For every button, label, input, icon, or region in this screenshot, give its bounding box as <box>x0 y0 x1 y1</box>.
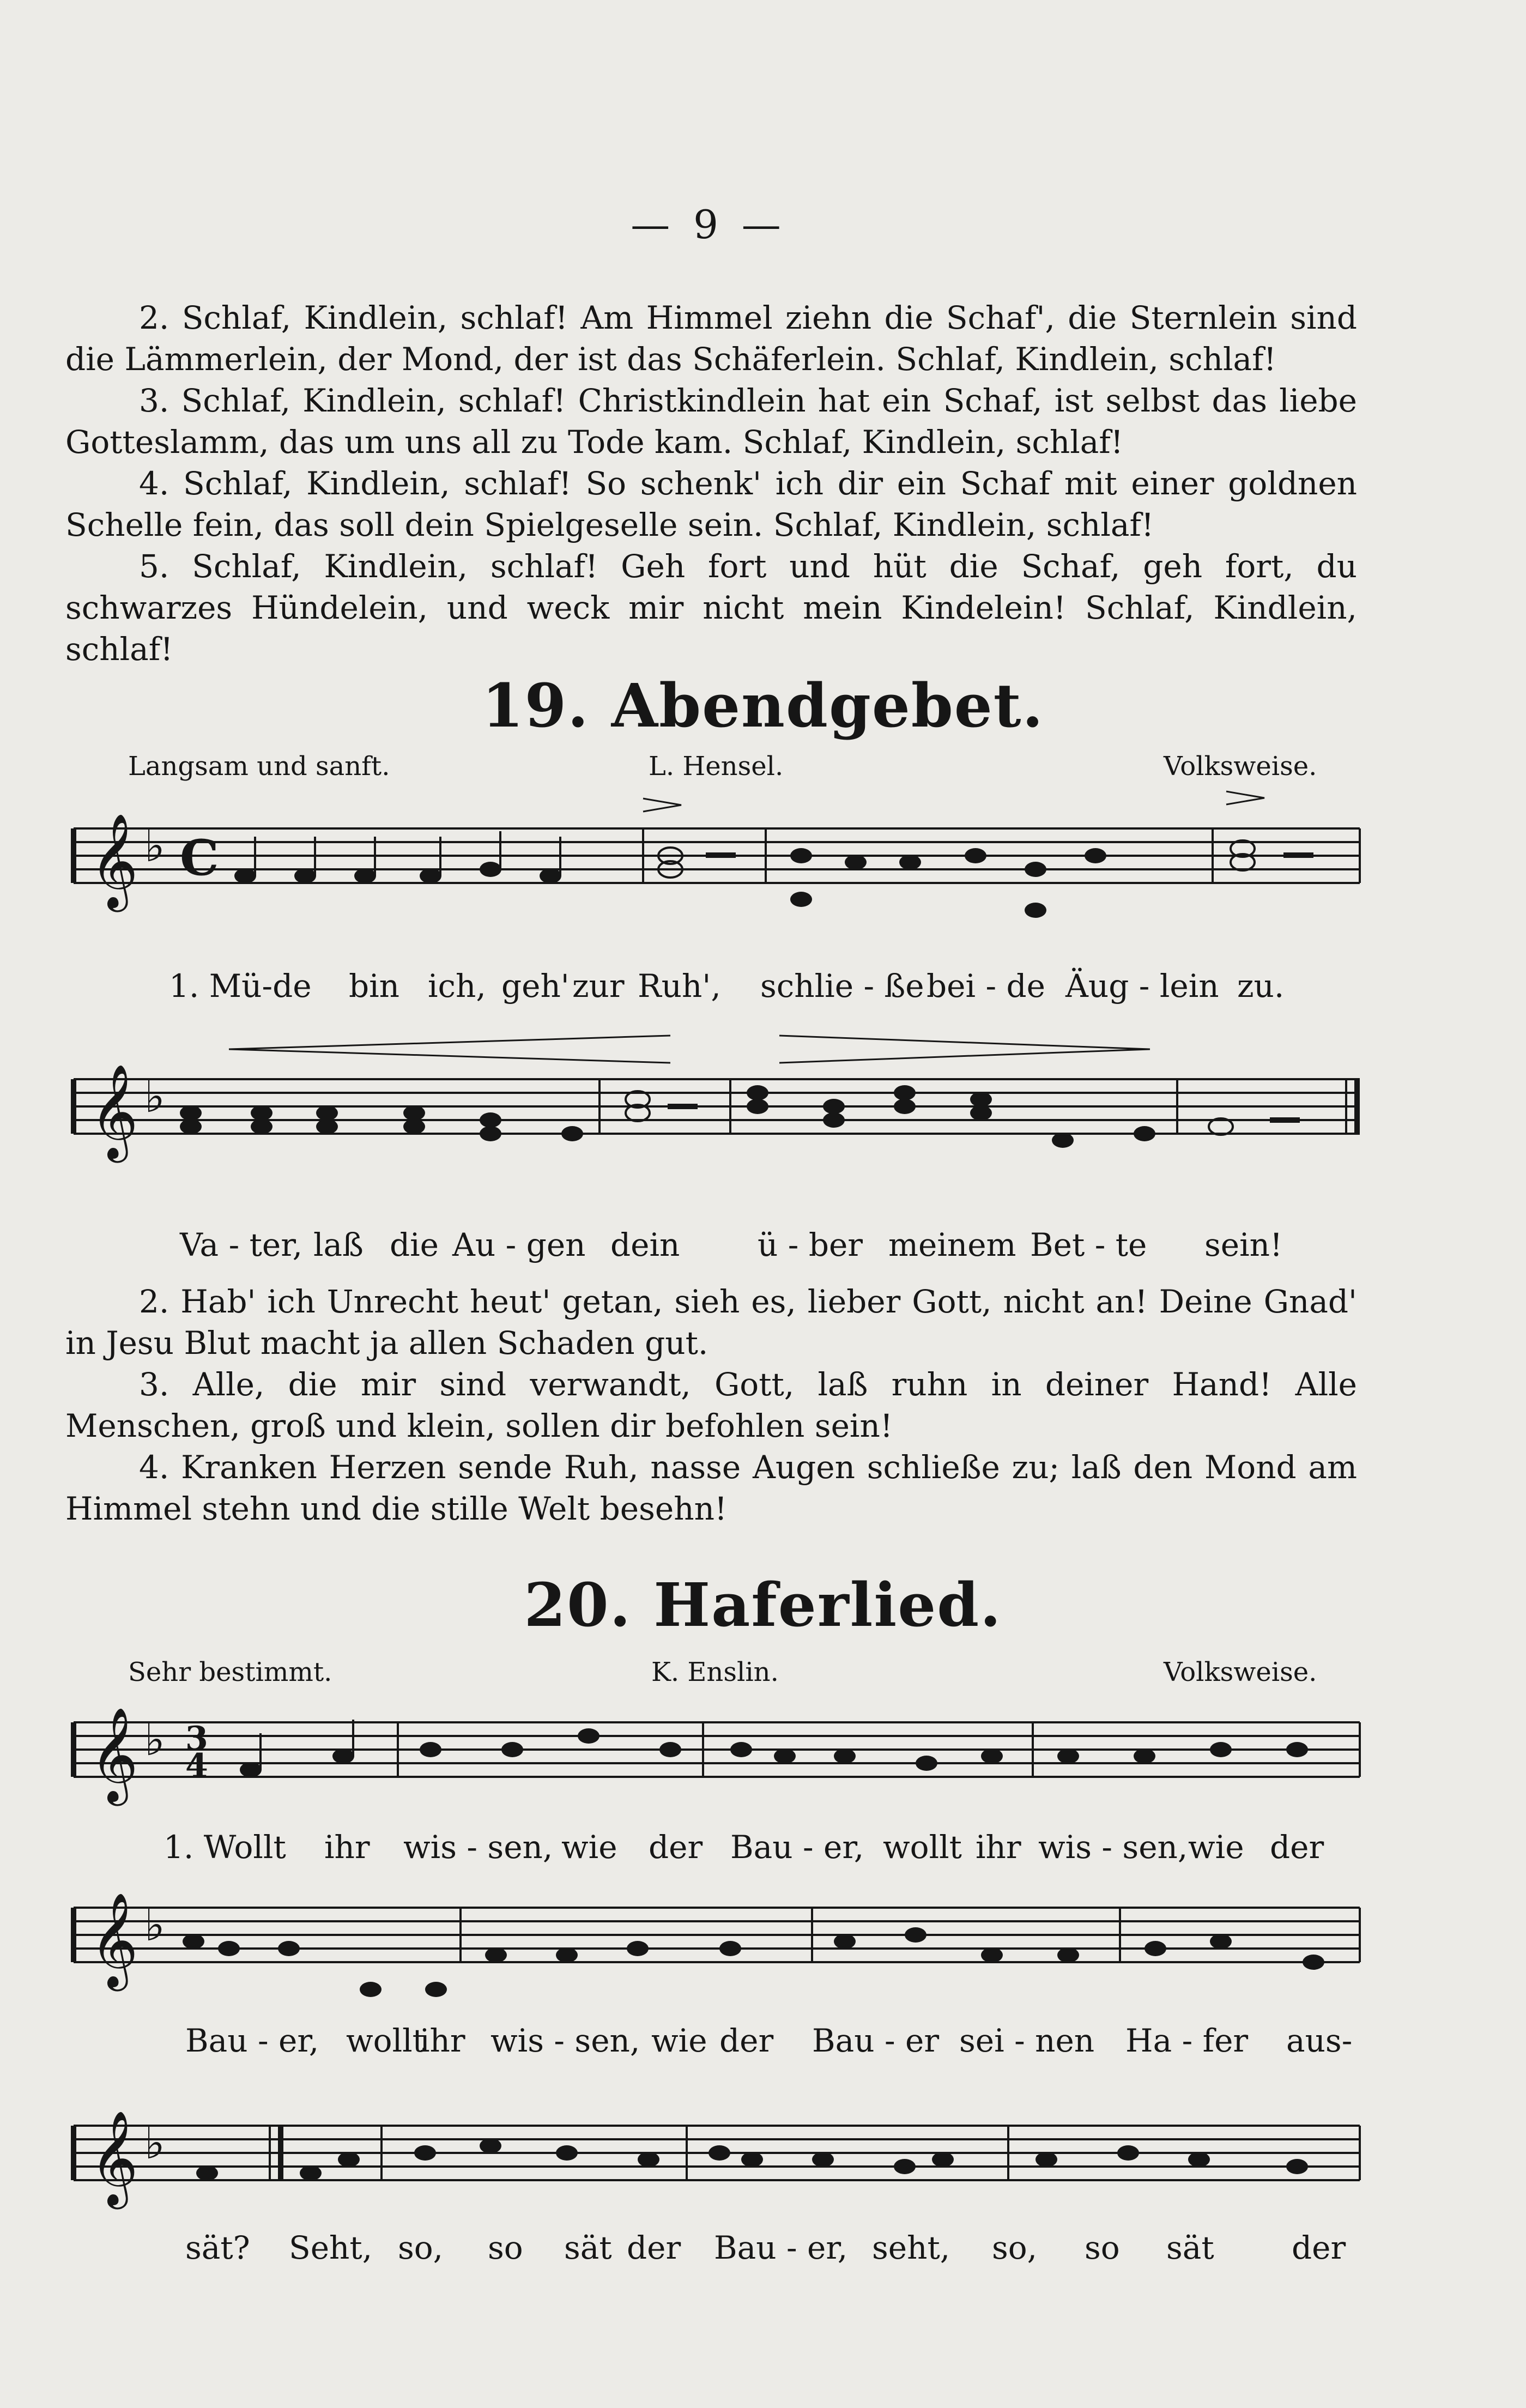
flat-icon: ♭ <box>144 1072 165 1122</box>
treble-clef-icon: 𝄞 <box>90 813 138 908</box>
syllable: ihr <box>976 1829 1021 1866</box>
flat-icon: ♭ <box>144 2118 165 2169</box>
syllable: aus- <box>1286 2022 1353 2059</box>
syllable: seht, <box>872 2229 950 2266</box>
syllable: der <box>627 2229 681 2266</box>
music-staff <box>0 785 1526 965</box>
syllable: sei - nen <box>959 2022 1095 2059</box>
poet-credit: K. Enslin. <box>651 1657 779 1687</box>
syllable: so <box>488 2229 523 2266</box>
lyrics-line <box>0 1829 1526 1872</box>
verse: 3. Alle, die mir sind verwandt, Gott, laß ruhn in deiner Hand! Alle Menschen, groß und klein, sollen dir befohlen sein! <box>65 1366 1357 1444</box>
syllable: Bau - er, <box>730 1829 864 1866</box>
syllable: so <box>1085 2229 1120 2266</box>
verse: 5. Schlaf, Kindlein, schlaf! Geh fort und hüt die Schaf, geh fort, du schwarzes Hündelein, und weck mir nicht mein Kindelein! Schlaf, Kindlein, schlaf! <box>65 548 1357 668</box>
syllable: Bau - er <box>812 2022 940 2059</box>
song19-verses <box>65 1281 1357 1529</box>
music-staff <box>0 1025 1526 1205</box>
flat-icon: ♭ <box>144 1900 165 1951</box>
syllable: zur <box>572 967 625 1005</box>
music-staff <box>0 1701 1526 1831</box>
syllable: Ha - fer <box>1125 2022 1249 2059</box>
syllable: wis - sen, <box>491 2022 640 2059</box>
verse: 4. Kranken Herzen sende Ruh, nasse Augen schließe zu; laß den Mond am Himmel stehn und die stille Welt besehn! <box>65 1449 1357 1527</box>
syllable: Bau - er, <box>714 2229 848 2266</box>
treble-clef-icon: 𝄞 <box>90 1064 138 1159</box>
syllable: Va - ter, <box>180 1226 303 1263</box>
syllable: Bau - er, <box>185 2022 319 2059</box>
syllable: der <box>1270 1829 1324 1866</box>
syllable: schlie - ße <box>760 967 924 1005</box>
syllable: wie <box>561 1829 617 1866</box>
page-number: — 9 — <box>631 202 786 247</box>
syllable: die <box>390 1226 439 1263</box>
flat-icon: ♭ <box>144 1715 165 1765</box>
song-title: 20. Haferlied. <box>524 1570 1002 1640</box>
syllable: 1. Mü-de <box>169 967 312 1005</box>
verse: 2. Hab' ich Unrecht heut' getan, sieh es, lieber Gott, nicht an! Deine Gnad' in Jesu Blut macht ja allen Schaden gut. <box>65 1283 1357 1362</box>
syllable: sein! <box>1204 1226 1283 1263</box>
music-staff <box>0 2098 1526 2235</box>
verse: 3. Schlaf, Kindlein, schlaf! Christkindlein hat ein Schaf, ist selbst das liebe Gotteslamm, das um uns all zu Tode kam. Schlaf, Kindlein, schlaf! <box>65 382 1357 461</box>
time-signature-bottom: 4 <box>185 1747 208 1785</box>
music-staff <box>0 1880 1526 2017</box>
syllable: der <box>1292 2229 1346 2266</box>
treble-clef-icon: 𝄞 <box>90 2110 138 2205</box>
syllable: ihr <box>324 1829 370 1866</box>
syllable: wis - sen, <box>1038 1829 1188 1866</box>
syllable: Bet - te <box>1030 1226 1147 1263</box>
lyrics-line <box>0 967 1526 1011</box>
syllable: laß <box>313 1226 364 1263</box>
syllable: wollt <box>346 2022 425 2059</box>
flat-icon: ♭ <box>144 821 165 872</box>
syllable: sät <box>1166 2229 1214 2266</box>
syllable: Ruh', <box>638 967 721 1005</box>
treble-clef-icon: 𝄞 <box>90 1707 138 1802</box>
syllable: sät <box>564 2229 612 2266</box>
syllable: so, <box>992 2229 1038 2266</box>
poet-credit: L. Hensel. <box>649 751 784 782</box>
syllable: ihr <box>420 2022 465 2059</box>
syllable: geh' <box>501 967 570 1005</box>
composer-credit: Volksweise. <box>1164 1657 1317 1687</box>
syllable: so, <box>398 2229 444 2266</box>
tempo-marking: Sehr bestimmt. <box>128 1657 332 1687</box>
lyrics-line <box>0 1226 1526 1270</box>
verse: 2. Schlaf, Kindlein, schlaf! Am Himmel ziehn die Schaf', die Sternlein sind die Lämmerlein, der Mond, der ist das Schäferlein. Schlaf, Kindlein, schlaf! <box>65 299 1357 378</box>
lyrics-line <box>0 2229 1526 2273</box>
syllable: Seht, <box>289 2229 373 2266</box>
syllable: bin <box>349 967 400 1005</box>
time-signature-top: 3 <box>185 1720 208 1758</box>
syllable: sät? <box>185 2229 250 2266</box>
time-signature: C <box>180 829 219 887</box>
syllable: 1. Wollt <box>164 1829 286 1866</box>
treble-clef-icon: 𝄞 <box>90 1892 138 1987</box>
syllable: Äug - lein <box>1065 967 1219 1005</box>
syllable: zu. <box>1237 967 1285 1005</box>
syllable: ü - ber <box>758 1226 863 1263</box>
lullaby-verses <box>65 297 1357 670</box>
composer-credit: Volksweise. <box>1164 751 1317 782</box>
syllable: bei - de <box>927 967 1045 1005</box>
lyrics-line <box>0 2022 1526 2066</box>
syllable: ich, <box>428 967 486 1005</box>
syllable: wis - sen, <box>403 1829 553 1866</box>
syllable: wollt <box>883 1829 962 1866</box>
syllable: der <box>649 1829 703 1866</box>
syllable: wie <box>651 2022 707 2059</box>
tempo-marking: Langsam und sanft. <box>128 751 390 782</box>
verse: 4. Schlaf, Kindlein, schlaf! So schenk' ich dir ein Schaf mit einer goldnen Schelle fein, das soll dein Spielgeselle sein. Schlaf, Kindlein, schlaf! <box>65 465 1357 543</box>
syllable: wie <box>1188 1829 1244 1866</box>
syllable: der <box>719 2022 774 2059</box>
syllable: dein <box>610 1226 680 1263</box>
syllable: Au - gen <box>452 1226 586 1263</box>
syllable: meinem <box>888 1226 1016 1263</box>
song-title: 19. Abendgebet. <box>482 670 1044 741</box>
